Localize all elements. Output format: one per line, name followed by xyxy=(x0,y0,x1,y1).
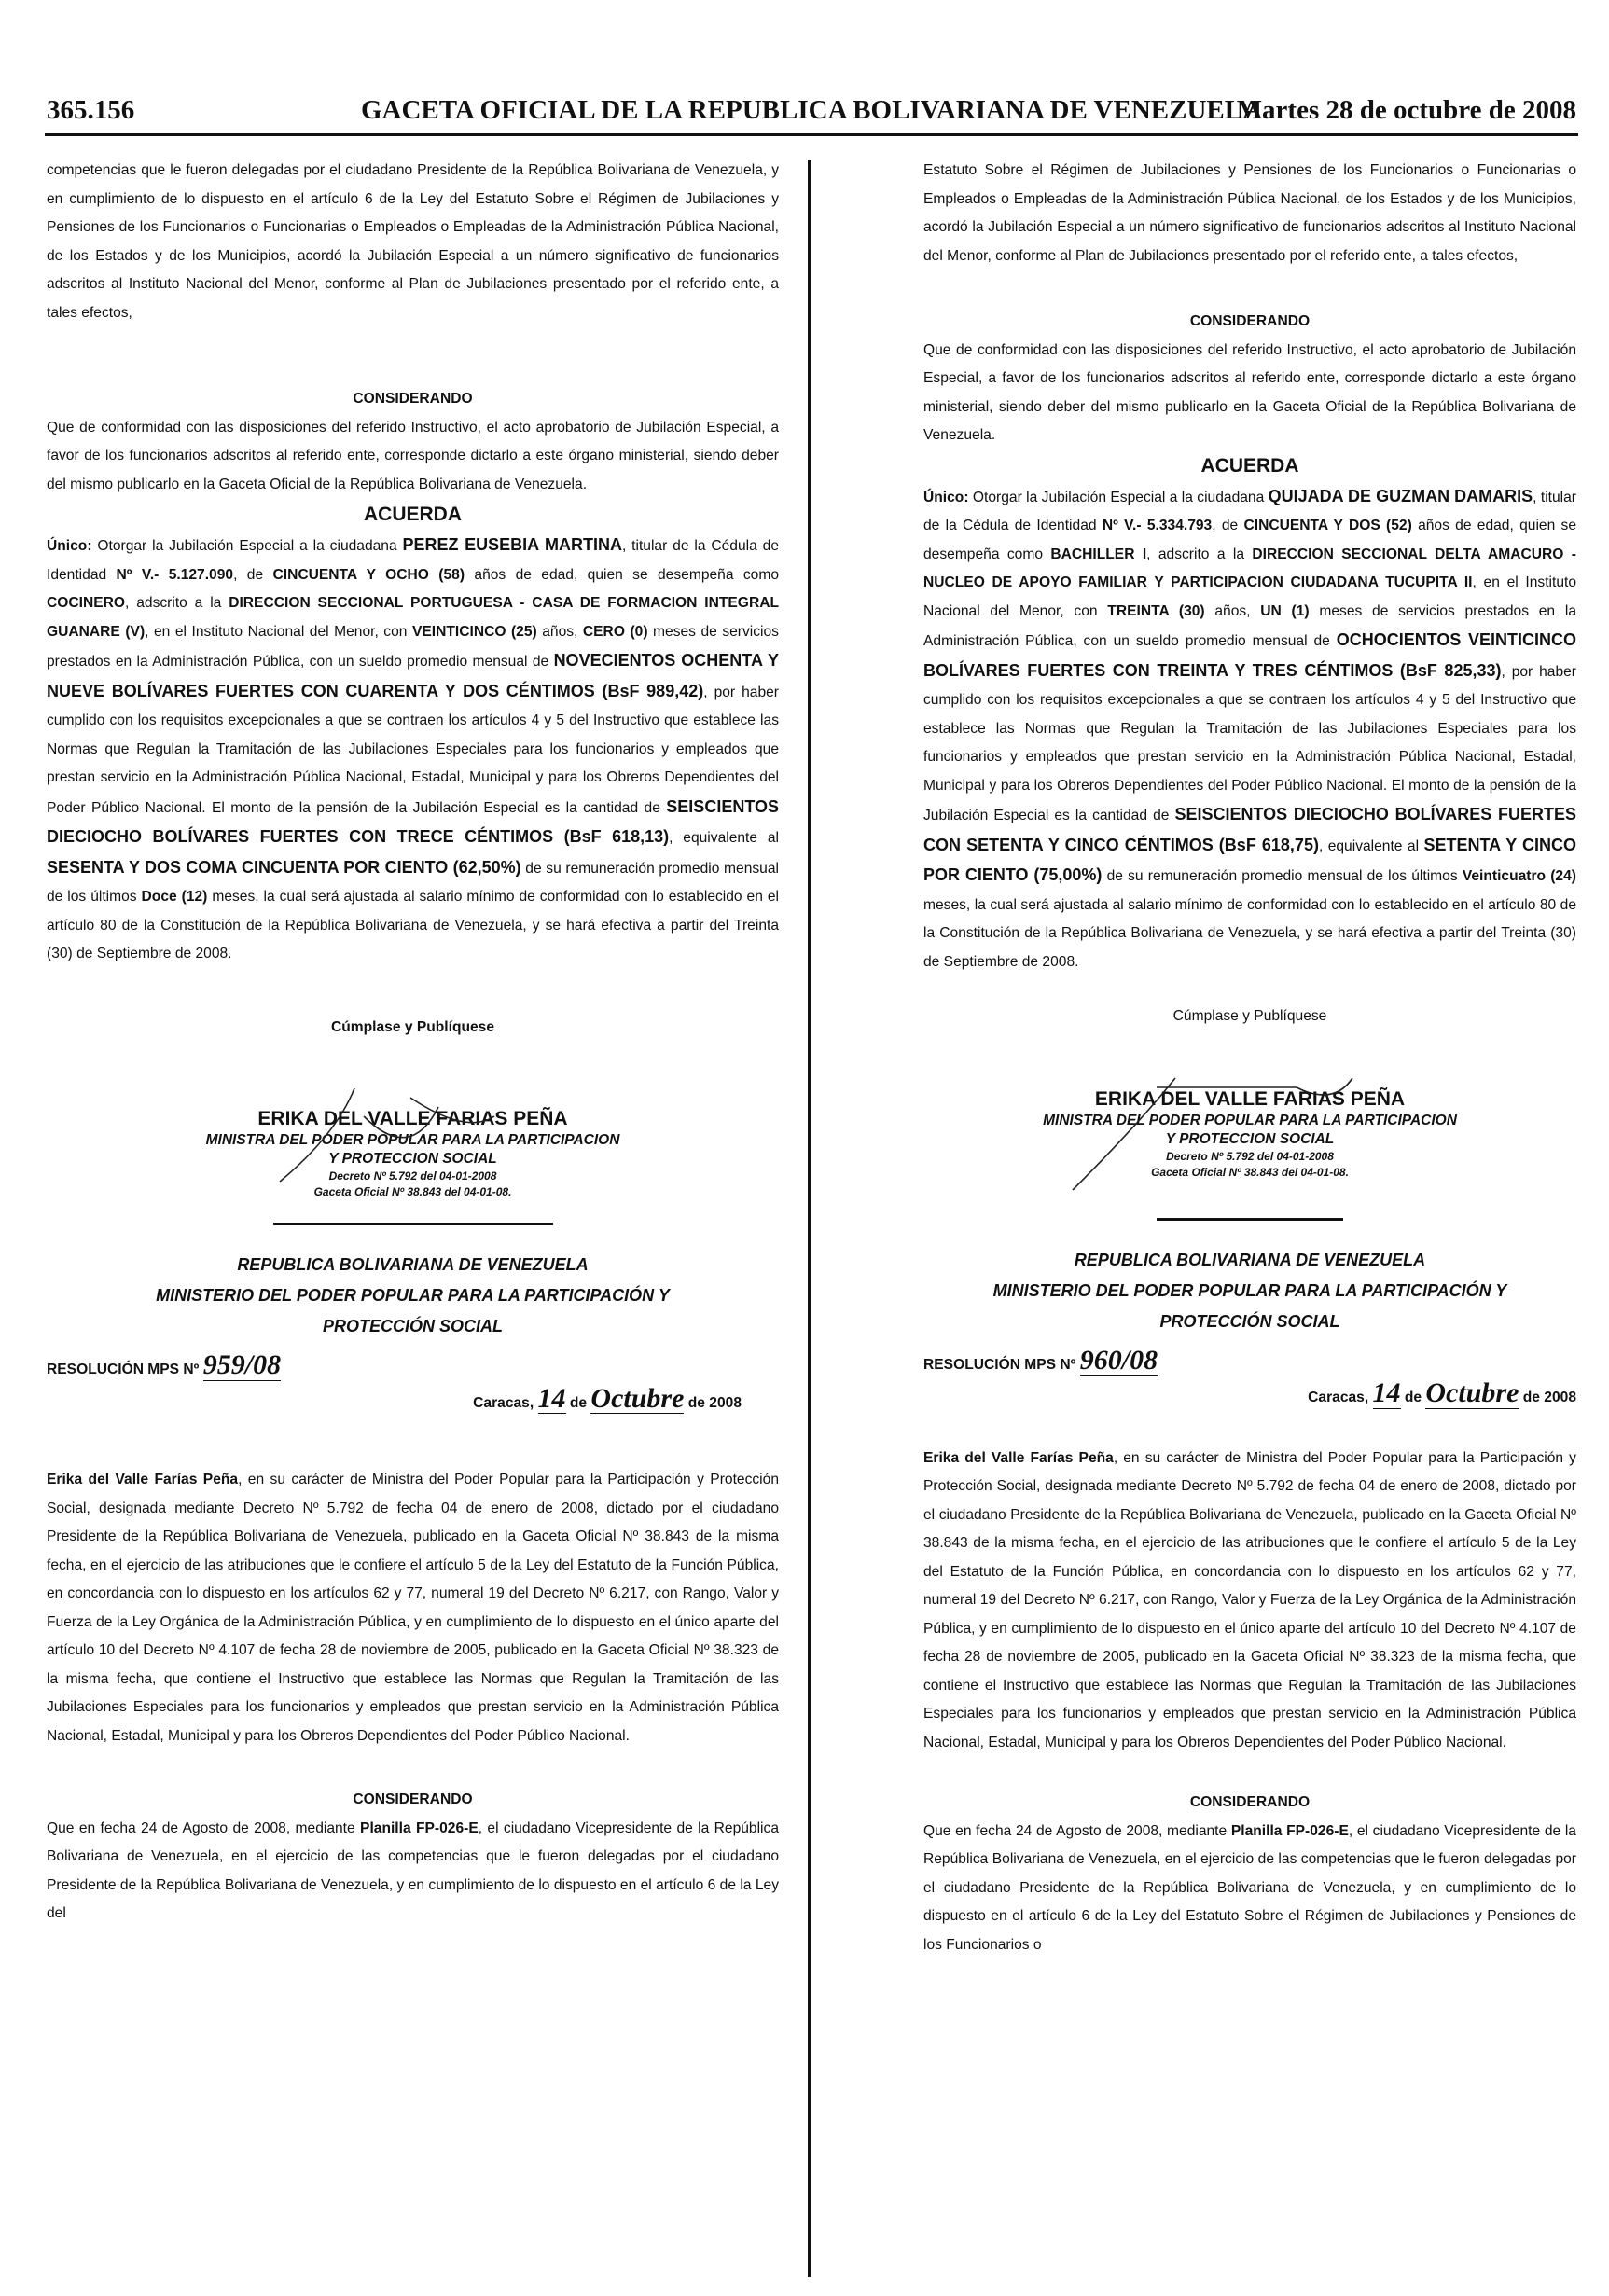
signer-name: ERIKA DEL VALLE FARIAS PEÑA xyxy=(257,1108,568,1129)
section-rule xyxy=(273,1223,553,1225)
issue-date: Martes 28 de octubre de 2008 xyxy=(1236,95,1576,125)
decree-ref: Decreto Nº 5.792 del 04-01-2008 xyxy=(1166,1149,1334,1163)
signer-role: MINISTRA DEL PODER POPULAR PARA LA PARTICIPACION xyxy=(205,1132,620,1148)
ministry-heading-2: PROTECCIÓN SOCIAL xyxy=(322,1317,503,1335)
intro-paragraph: Estatuto Sobre el Régimen de Jubilaciones y Pensiones de los Funcionarios o Funcionarias o Empleados o Empleadas de la Administración Pública Nacional, de los Estados y de los Municipios, acordó la Jubilación Especial a un número significativo de funcionarios adscritos al Instituto Nacional del Menor, conforme al Plan de Jubilaciones presentado por el referido ente, a tales efectos, xyxy=(923,162,1576,264)
considerando-heading: CONSIDERANDO xyxy=(353,391,473,407)
place-date: Caracas, 14 de Octubre de 2008 xyxy=(1308,1377,1576,1408)
considerando-heading-2: CONSIDERANDO xyxy=(1189,1794,1311,1810)
considerando-paragraph-2: Que en fecha 24 de Agosto de 2008, mediante Planilla FP-026-E, el ciudadano Vicepresidente de la República Bolivariana de Venezuela, en el ejercicio de las competencias que le fueron delegadas por el ciudadano Presidente de la República Bolivariana de Venezuela, y en cumplimiento de lo dispuesto en el artículo 6 de la Ley del xyxy=(47,1819,779,1921)
place-date: Caracas, 14 de Octubre de 2008 xyxy=(473,1382,742,1414)
section-rule xyxy=(1157,1218,1343,1221)
left-column xyxy=(47,157,779,1929)
signature-block xyxy=(923,1087,1576,1181)
resolution-number: RESOLUCIÓN MPS Nº 960/08 xyxy=(923,1344,1158,1376)
minister-paragraph: Erika del Valle Farías Peña, en su carácter de Ministra del Poder Popular para la Participación y Protección Social, designada mediante Decreto Nº 5.792 de fecha 04 de enero de 2008, dictado por el ciudadano Presidente de la República Bolivariana de Venezuela, publicado en la Gaceta Oficial Nº 38.843 de la misma fecha, en el ejercicio de las atribuciones que le confiere el artículo 5 de la Ley del Estatuto de la Función Pública, en concordancia con lo dispuesto en los artículos 62 y 77, numeral 19 del Decreto Nº 6.217, con Rango, Valor y Fuerza de la Ley Orgánica de la Administración Pública, y en cumplimiento de lo dispuesto en el único aparte del artículo 10 del Decreto Nº 4.107 de fecha 28 de noviembre de 2005, publicado en la Gaceta Oficial Nº 38.323 de la misma fecha, que contiene el Instructivo que establece las Normas que Regulan la Tramitación de las Jubilaciones Especiales para los funcionarios y empleados que prestan servicio en la Administración Pública Nacional, Estadal, Municipal y para los Obreros Dependientes del Poder Público Nacional. xyxy=(923,1449,1576,1750)
considerando-paragraph-2: Que en fecha 24 de Agosto de 2008, mediante Planilla FP-026-E, el ciudadano Vicepresidente de la República Bolivariana de Venezuela, en el ejercicio de las competencias que le fueron delegadas por el ciudadano Presidente de la República Bolivariana de Venezuela, y en cumplimiento de lo dispuesto en el artículo 6 de la Ley del Estatuto Sobre el Régimen de Jubilaciones y Pensiones de los Funcionarios o xyxy=(923,1822,1576,1953)
signer-name: ERIKA DEL VALLE FARIAS PEÑA xyxy=(1094,1087,1406,1110)
ministry-heading: MINISTERIO DEL PODER POPULAR PARA LA PARTICIPACIÓN Y xyxy=(156,1286,670,1305)
unico-paragraph: Único: Otorgar la Jubilación Especial a la ciudadana PEREZ EUSEBIA MARTINA, titular de la Cédula de Identidad Nº V.- 5.127.090, de CINCUENTA Y OCHO (58) años de edad, quien se desempeña como COCINERO, adscrito a la DIRECCION SECCIONAL PORTUGUESA - CASA DE FORMACION INTEGRAL GUANARE (V), en el Instituto Nacional del Menor, con VEINTICINCO (25) años, CERO (0) meses de servicios prestados en la Administración Pública, con un sueldo promedio mensual de NOVECIENTOS OCHENTA Y NUEVE BOLÍVARES FUERTES CON CUARENTA Y DOS CÉNTIMOS (BsF 989,42), por haber cumplido con los requisitos excepcionales a que se contraen los artículos 4 y 5 del Instructivo que establece las Normas que Regulan la Tramitación de las Jubilaciones Especiales para los funcionarios y empleados que prestan servicio en la Administración Pública Nacional, Estadal, Municipal y para los Obreros Dependientes del Poder Público Nacional. El monto de la pensión de la Jubilación Especial es la cantidad de SEISCIENTOS DIECIOCHO BOLÍVARES FUERTES CON TRECE CÉNTIMOS (BsF 618,13), equivalente al SESENTA Y DOS COMA CINCUENTA POR CIENTO (62,50%) de su remuneración promedio mensual de los últimos Doce (12) meses, la cual será ajustada al salario mínimo de conformidad con lo establecido en el artículo 80 de la Constitución de la República Bolivariana de Venezuela, y se hará efectiva a partir del Treinta (30) de Septiembre de 2008. xyxy=(47,535,780,961)
handwritten-resolution: 959/08 xyxy=(202,1349,282,1380)
cumplase-text: Cúmplase y Publíquese xyxy=(330,1018,495,1035)
signer-role-2: Y PROTECCION SOCIAL xyxy=(1165,1130,1335,1147)
intro-paragraph: competencias que le fueron delegadas por el ciudadano Presidente de la República Bolivariana de Venezuela, y en cumplimiento de lo dispuesto en el artículo 6 de la Ley del Estatuto Sobre el Régimen de Jubilaciones y Pensiones de los Funcionarios o Funcionarias o Empleados o Empleadas de la Administración Pública Nacional, de los Estados y de los Municipios, acordó la Jubilación Especial a un número significativo de funcionarios adscritos al Instituto Nacional del Menor, conforme al Plan de Jubilaciones presentado por el referido ente, a tales efectos, xyxy=(47,162,779,321)
acuerda-heading: ACUERDA xyxy=(364,504,462,525)
ministry-heading: MINISTERIO DEL PODER POPULAR PARA LA PARTICIPACIÓN Y xyxy=(992,1280,1507,1300)
republic-heading: REPUBLICA BOLIVARIANA DE VENEZUELA xyxy=(1074,1250,1426,1269)
considerando-heading-2: CONSIDERANDO xyxy=(353,1791,473,1807)
handwritten-resolution: 960/08 xyxy=(1079,1344,1158,1376)
column-divider xyxy=(808,160,811,2277)
unico-paragraph: Único: Otorgar la Jubilación Especial a la ciudadana QUIJADA DE GUZMAN DAMARIS, titular de la Cédula de Identidad Nº V.- 5.334.793, de CINCUENTA Y DOS (52) años de edad, quien se desempeña como BACHILLER I, adscrito a la DIRECCION SECCIONAL DELTA AMACURO - NUCLEO DE APOYO FAMILIAR Y PARTICIPACION CIUDADANA TUCUPITA II, en el Instituto Nacional del Menor, con TREINTA (30) años, UN (1) meses de servicios prestados en la Administración Pública, con un sueldo promedio mensual de OCHOCIENTOS VEINTICINCO BOLÍVARES FUERTES CON TREINTA Y TRES CÉNTIMOS (BsF 825,33), por haber cumplido con los requisitos excepcionales a que se contraen los artículos 4 y 5 del Instructivo que establece las Normas que Regulan la Tramitación de las Jubilaciones Especiales para los funcionarios y empleados que prestan servicio en la Administración Pública Nacional, Estadal, Municipal y para los Obreros Dependientes del Poder Público Nacional. El monto de la pensión de la Jubilación Especial es la cantidad de SEISCIENTOS DIECIOCHO BOLÍVARES FUERTES CON SETENTA Y CINCO CÉNTIMOS (BsF 618,75), equivalente al SETENTA Y CINCO POR CIENTO (75,00%) de su remuneración promedio mensual de los últimos Veinticuatro (24) meses, la cual será ajustada al salario mínimo de conformidad con lo establecido en el artículo 80 de la Constitución de la República Bolivariana de Venezuela, y se hará efectiva a partir del Treinta (30) de Septiembre de 2008. xyxy=(923,486,1577,970)
signature-block xyxy=(47,1107,779,1200)
considerando-paragraph: Que de conformidad con las disposiciones del referido Instructivo, el acto aprobatorio de Jubilación Especial, a favor de los funcionarios adscritos al referido ente, corresponde dictarlo a este órgano ministerial, siendo deber del mismo publicarlo en la Gaceta Oficial de la República Bolivariana de Venezuela. xyxy=(47,419,779,492)
signer-role: MINISTRA DEL PODER POPULAR PARA LA PARTICIPACION xyxy=(1043,1112,1457,1128)
considerando-paragraph: Que de conformidad con las disposiciones del referido Instructivo, el acto aprobatorio de Jubilación Especial, a favor de los funcionarios adscritos al referido ente, corresponde dictarlo a este órgano ministerial, siendo deber del mismo publicarlo en la Gaceta Oficial de la República Bolivariana de Venezuela. xyxy=(923,341,1576,443)
ministry-heading-2: PROTECCIÓN SOCIAL xyxy=(1159,1311,1340,1331)
acuerda-heading: ACUERDA xyxy=(1200,454,1299,477)
header-rule xyxy=(45,133,1578,136)
resolution-number: RESOLUCIÓN MPS Nº 959/08 xyxy=(47,1349,282,1380)
right-column xyxy=(923,157,1576,1959)
cumplase-text: Cúmplase y Publíquese xyxy=(1172,1008,1327,1024)
gaceta-ref: Gaceta Oficial Nº 38.843 del 04-01-08. xyxy=(1151,1165,1349,1179)
page-header xyxy=(47,91,1576,131)
signer-role-2: Y PROTECCION SOCIAL xyxy=(328,1151,497,1167)
page-number: 365.156 xyxy=(47,95,135,125)
gazette-title: GACETA OFICIAL DE LA REPUBLICA BOLIVARIANA DE VENEZUELA xyxy=(360,95,1263,125)
considerando-heading: CONSIDERANDO xyxy=(1189,313,1311,329)
gaceta-ref: Gaceta Oficial Nº 38.843 del 04-01-08. xyxy=(313,1185,512,1198)
decree-ref: Decreto Nº 5.792 del 04-01-2008 xyxy=(328,1169,497,1183)
minister-paragraph: Erika del Valle Farías Peña, en su carácter de Ministra del Poder Popular para la Participación y Protección Social, designada mediante Decreto Nº 5.792 de fecha 04 de enero de 2008, dictado por el ciudadano Presidente de la República Bolivariana de Venezuela, publicado en la Gaceta Oficial Nº 38.843 de la misma fecha, en el ejercicio de las atribuciones que le confiere el artículo 5 de la Ley del Estatuto de la Función Pública, en concordancia con lo dispuesto en los artículos 62 y 77, numeral 19 del Decreto Nº 6.217, con Rango, Valor y Fuerza de la Ley Orgánica de la Administración Pública, y en cumplimiento de lo dispuesto en el único aparte del artículo 10 del Decreto Nº 4.107 de fecha 28 de noviembre de 2005, publicado en la Gaceta Oficial Nº 38.323 de la misma fecha, que contiene el Instructivo que establece las Normas que Regulan la Tramitación de las Jubilaciones Especiales para los funcionarios y empleados que prestan servicio en la Administración Pública Nacional, Estadal, Municipal y para los Obreros Dependientes del Poder Público Nacional. xyxy=(47,1472,779,1744)
republic-heading: REPUBLICA BOLIVARIANA DE VENEZUELA xyxy=(237,1255,589,1274)
